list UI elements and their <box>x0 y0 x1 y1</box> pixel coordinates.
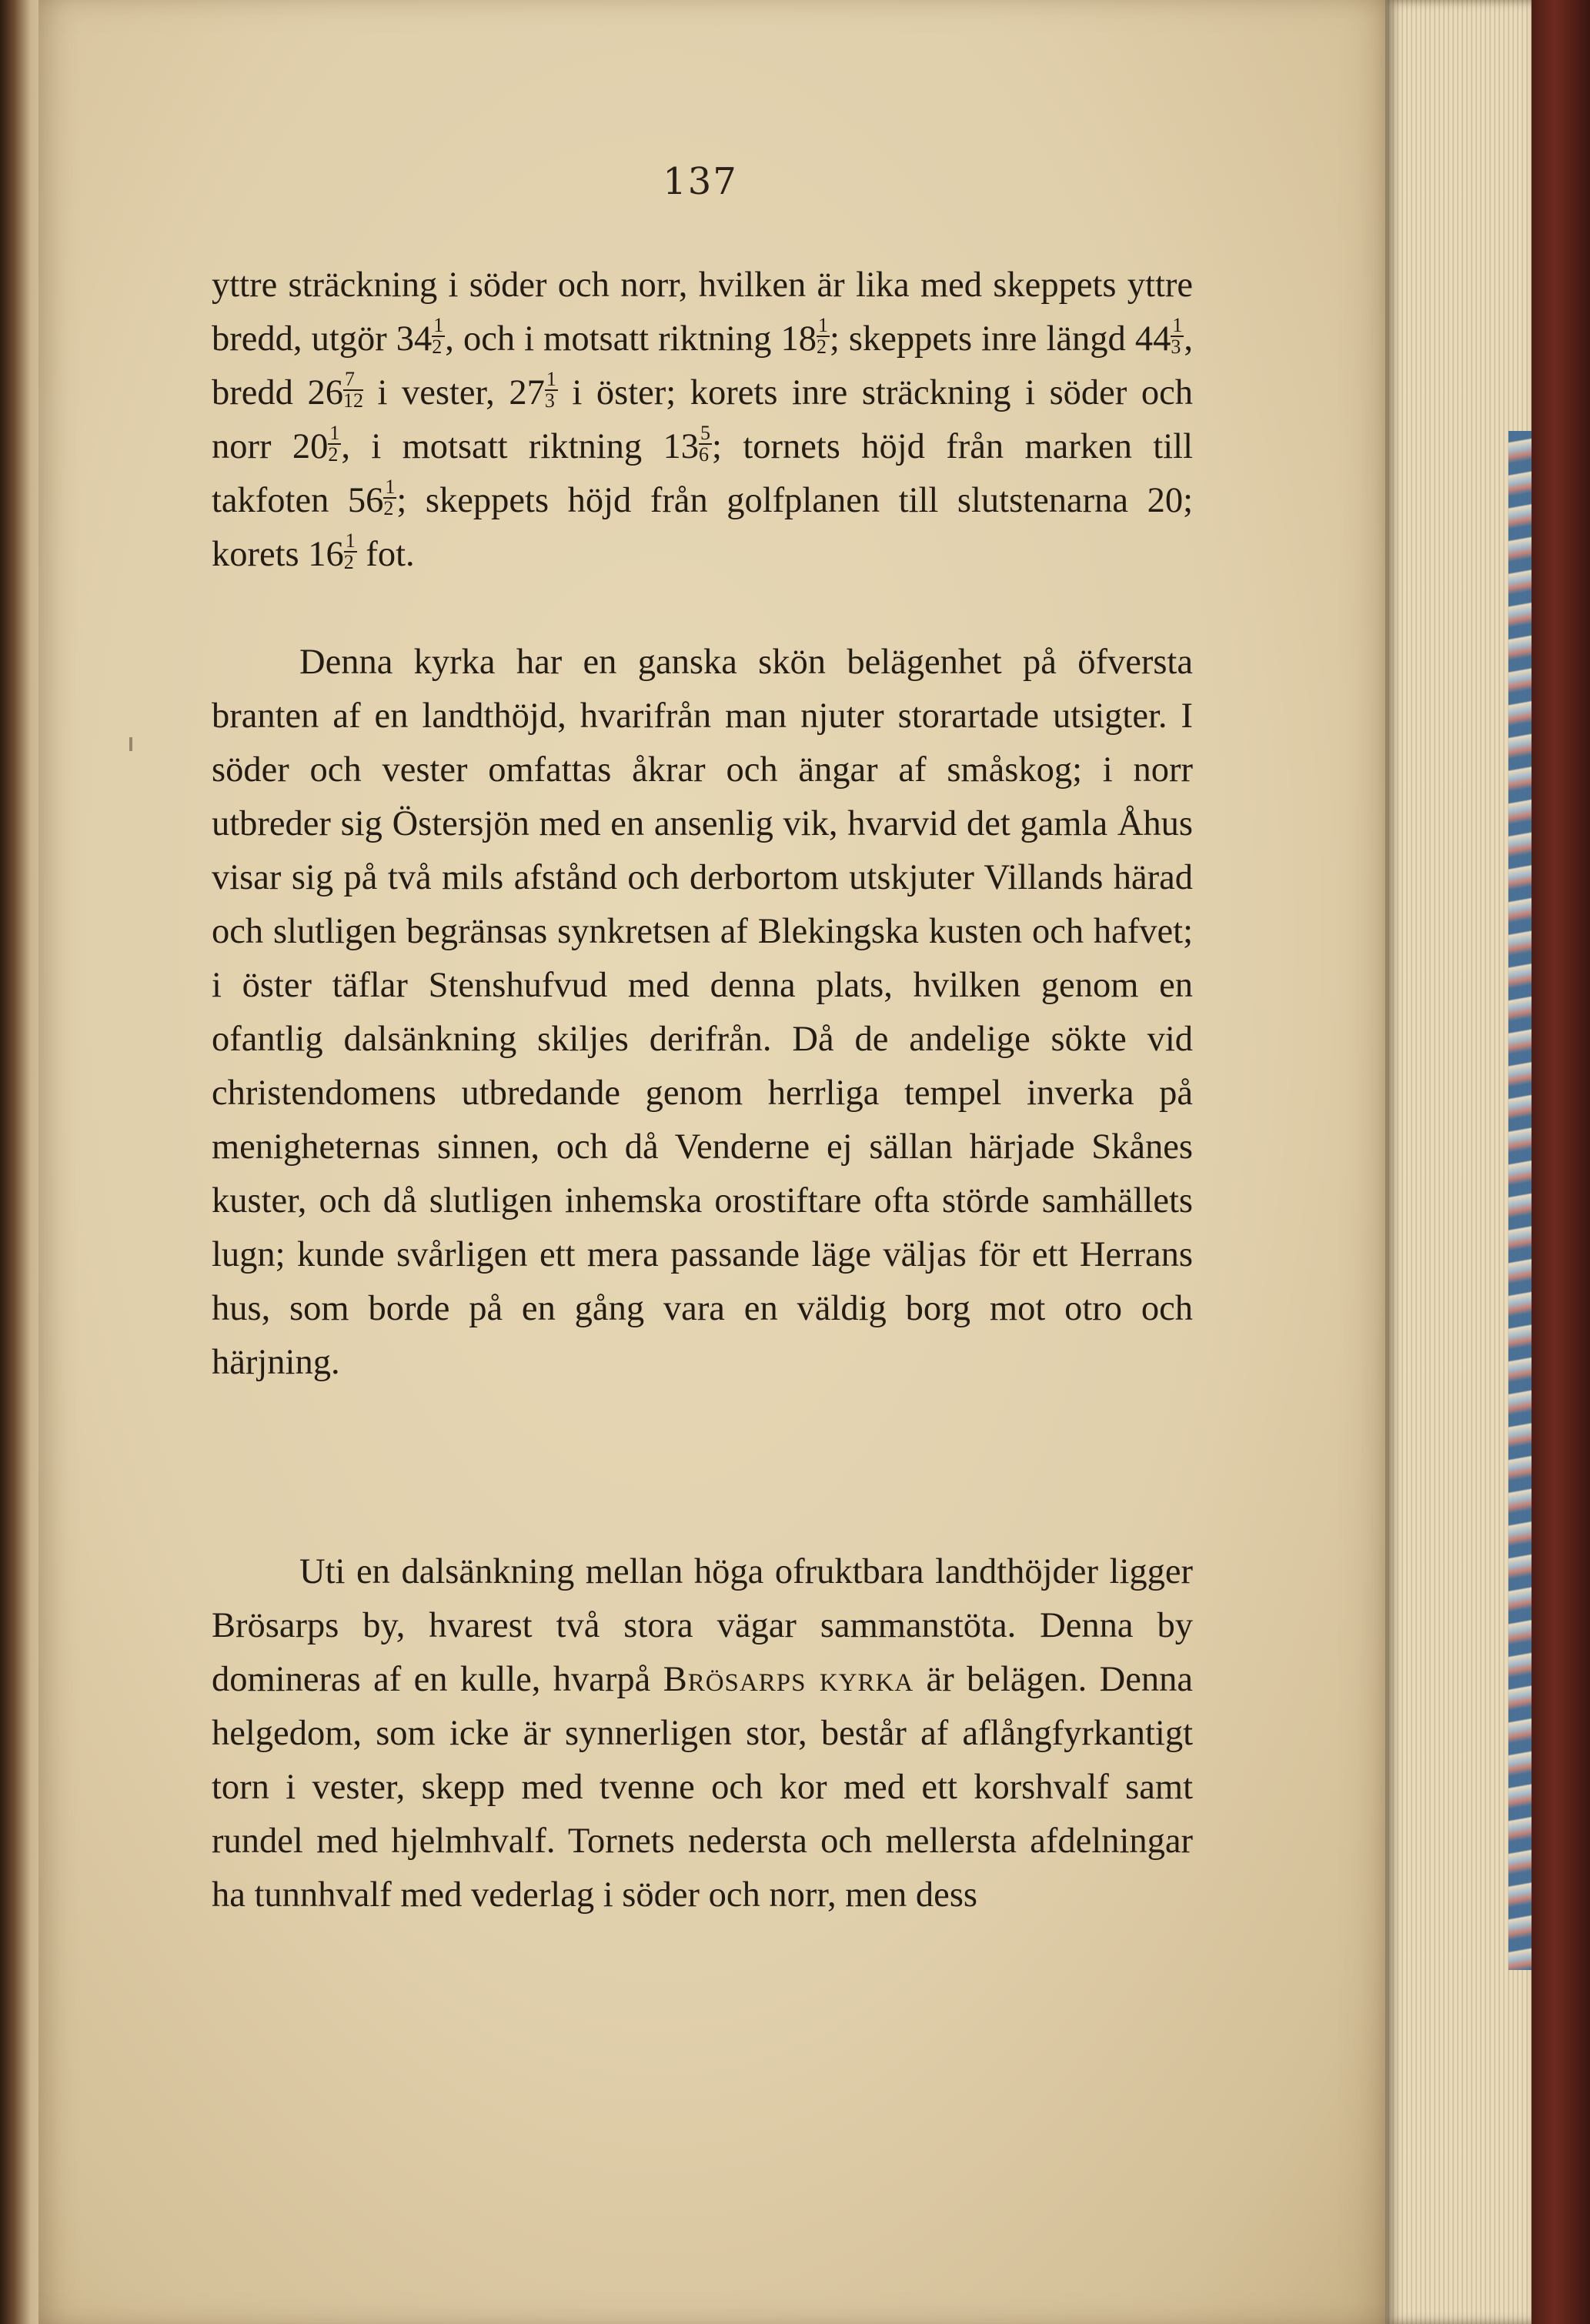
text-run: Uti en dalsänkning mellan höga ofruktbara landthöjder ligger Brösarps by, hvarest två stora vägar sammanstöta. Denna by domineras af en kulle, hvarpå <box>212 1552 1193 1699</box>
fraction-denominator: 2 <box>383 497 394 519</box>
fraction <box>699 423 712 465</box>
text-run: , i motsatt riktning 13 <box>341 427 700 466</box>
text-run: ; tornets höjd från marken till takfoten 56 <box>212 427 1193 520</box>
fraction-numerator: 7 <box>343 369 363 391</box>
text-run: i vester, 27 <box>362 373 545 412</box>
fraction-denominator: 2 <box>432 336 443 358</box>
fraction-numerator: 1 <box>1172 314 1183 336</box>
text-run: yttre sträckning i söder och norr, hvilken är lika med skeppets yttre bredd, utgör 34 <box>212 265 1193 359</box>
book-cover-board <box>1532 0 1590 2324</box>
fraction-denominator: 12 <box>342 389 363 412</box>
fraction-denominator: 2 <box>816 336 827 358</box>
fraction-numerator: 1 <box>385 476 396 498</box>
text-run: , och i motsatt riktning 18 <box>445 319 817 359</box>
fraction-numerator: 1 <box>329 422 340 444</box>
margin-mark <box>129 737 132 751</box>
fraction <box>328 423 341 465</box>
fraction <box>343 369 363 411</box>
fraction <box>383 477 396 519</box>
fraction-denominator: 2 <box>343 551 354 573</box>
fraction-numerator: 1 <box>345 529 356 552</box>
fraction <box>817 316 830 357</box>
paragraph-measurements <box>212 259 1193 582</box>
fraction-numerator: 1 <box>433 314 444 336</box>
fraction <box>432 316 445 357</box>
text-run: ; skeppets inre längd 44 <box>829 319 1171 359</box>
page-number: 137 <box>663 160 738 203</box>
fraction-denominator: 3 <box>1171 336 1181 358</box>
text-run: , bredd 26 <box>212 319 1193 412</box>
fraction-denominator: 6 <box>699 443 710 466</box>
fraction-numerator: 5 <box>700 422 711 444</box>
text-run: är belägen. Denna helgedom, som icke är synnerligen stor, består af aflångfyrkantigt torn i vester, skepp med tvenne och kor med ett korshvalf samt rundel med hjelmhvalf. Tornets nedersta och mellersta afdelningar ha tunnhvalf med vederlag i söder och norr, men dess <box>212 1660 1194 1915</box>
small-caps-name: Brösarps kyrka <box>663 1660 914 1699</box>
text-run: fot. <box>356 535 415 574</box>
paragraph-church-setting: Denna kyrka har en ganska skön belägenhet på öfversta branten af en landthöjd, hvarifrån man njuter storartade utsigter. I söder och vester omfattas åkrar och ängar af småskog; i norr utbreder sig Östersjön med en ansenlig vik, hvarvid det gamla Åhus visar sig på två mils afstånd och derbortom utskjuter Villands härad och slutligen begränsas synkretsen af Blekingska kusten och hafvet; i öster täflar Stenshufvud med denna plats, hvilken genom en ofantlig dalsänkning skiljes derifrån. Då de andelige sökte vid christendomens utbredande genom herrliga tempel inverka på menigheternas sinnen, och då Venderne ej sällan härjade Skånes kuster, och då slutligen inhemska orostiftare ofta störde samhällets lugn; kunde svårligen ett mera passande läge väljas för ett Herrans hus, som borde på en gång vara en väldig borg mot otro och härjning. <box>212 643 1193 1382</box>
book-page <box>38 0 1416 2324</box>
fraction <box>1171 316 1184 357</box>
fraction-numerator: 1 <box>546 368 556 390</box>
fraction-numerator: 1 <box>817 314 828 336</box>
text-run: ; skeppets höjd från golfplanen till slutstenarna 20; korets 16 <box>212 481 1193 574</box>
fraction <box>545 369 558 411</box>
text-run: i öster; korets inre sträckning i söder och norr 20 <box>212 373 1194 466</box>
fraction-denominator: 3 <box>544 389 555 412</box>
fraction-denominator: 2 <box>328 443 339 466</box>
fraction <box>344 531 357 573</box>
paragraph-brosarp <box>212 1545 1193 1922</box>
